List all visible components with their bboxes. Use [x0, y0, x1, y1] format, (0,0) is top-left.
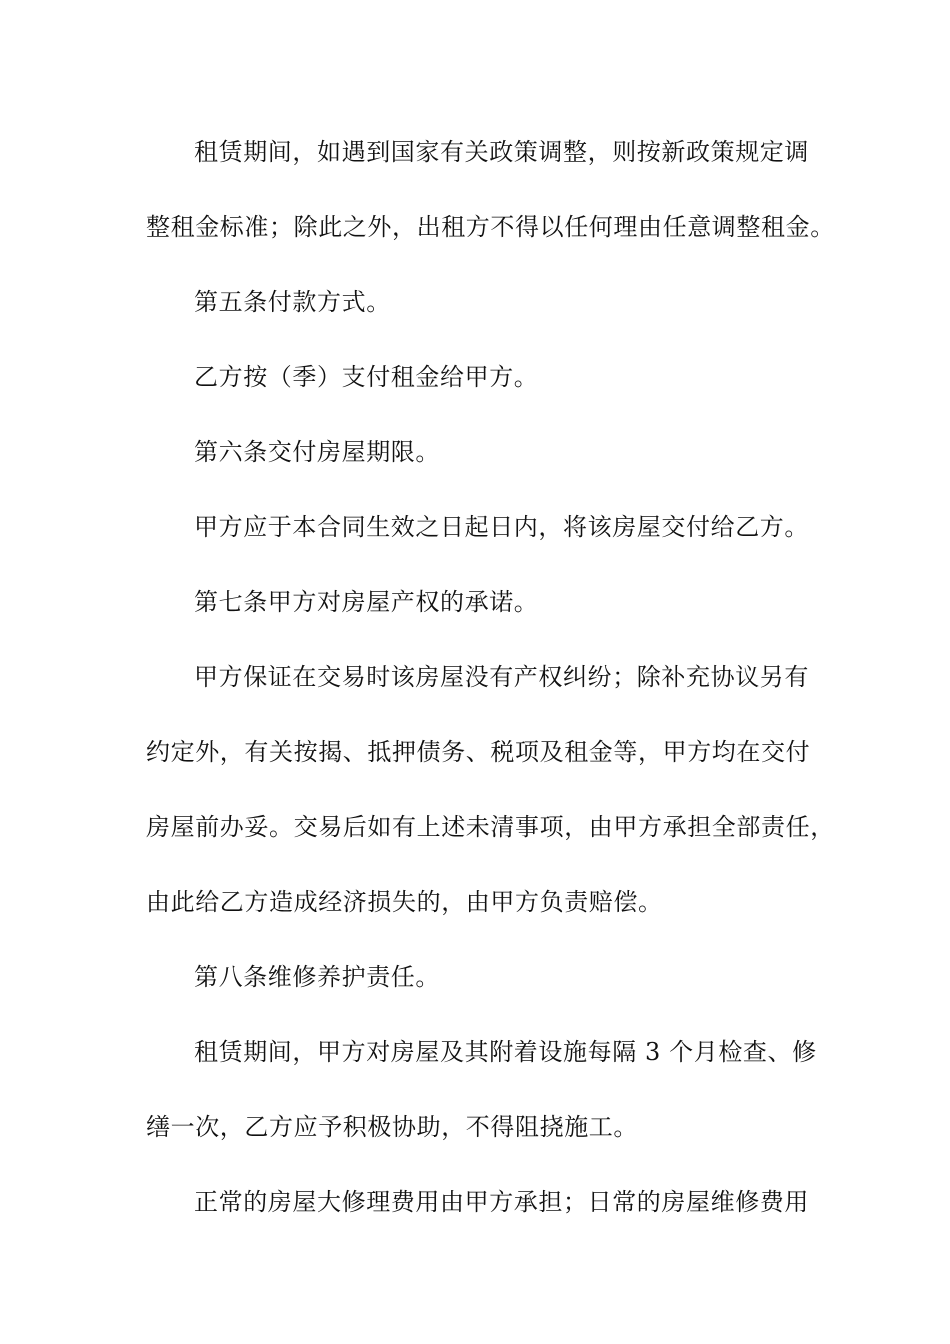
article-heading: 第五条付款方式。 [194, 288, 391, 316]
article-heading: 第八条维修养护责任。 [194, 963, 440, 991]
paragraph-line: 甲方保证在交易时该房屋没有产权纠纷；除补充协议另有 [194, 663, 809, 691]
paragraph-line: 租赁期间，如遇到国家有关政策调整，则按新政策规定调 [194, 138, 809, 166]
article-heading: 第七条甲方对房屋产权的承诺。 [194, 588, 539, 616]
paragraph-line: 整租金标准；除此之外，出租方不得以任何理由任意调整租金。 [146, 213, 835, 241]
paragraph-line: 租赁期间，甲方对房屋及其附着设施每隔 3 个月检查、修 [194, 1038, 817, 1066]
paragraph-line: 约定外，有关按揭、抵押债务、税项及租金等，甲方均在交付 [146, 738, 811, 766]
paragraph-line: 由此给乙方造成经济损失的，由甲方负责赔偿。 [146, 888, 663, 916]
paragraph-line: 房屋前办妥。交易后如有上述未清事项，由甲方承担全部责任， [146, 813, 835, 841]
paragraph-line: 缮一次，乙方应予积极协助，不得阻挠施工。 [146, 1113, 638, 1141]
paragraph-line: 乙方按（季）支付租金给甲方。 [194, 363, 539, 391]
article-heading: 第六条交付房屋期限。 [194, 438, 440, 466]
paragraph-line: 正常的房屋大修理费用由甲方承担；日常的房屋维修费用 [194, 1188, 809, 1216]
paragraph-line: 甲方应于本合同生效之日起日内，将该房屋交付给乙方。 [194, 513, 809, 541]
